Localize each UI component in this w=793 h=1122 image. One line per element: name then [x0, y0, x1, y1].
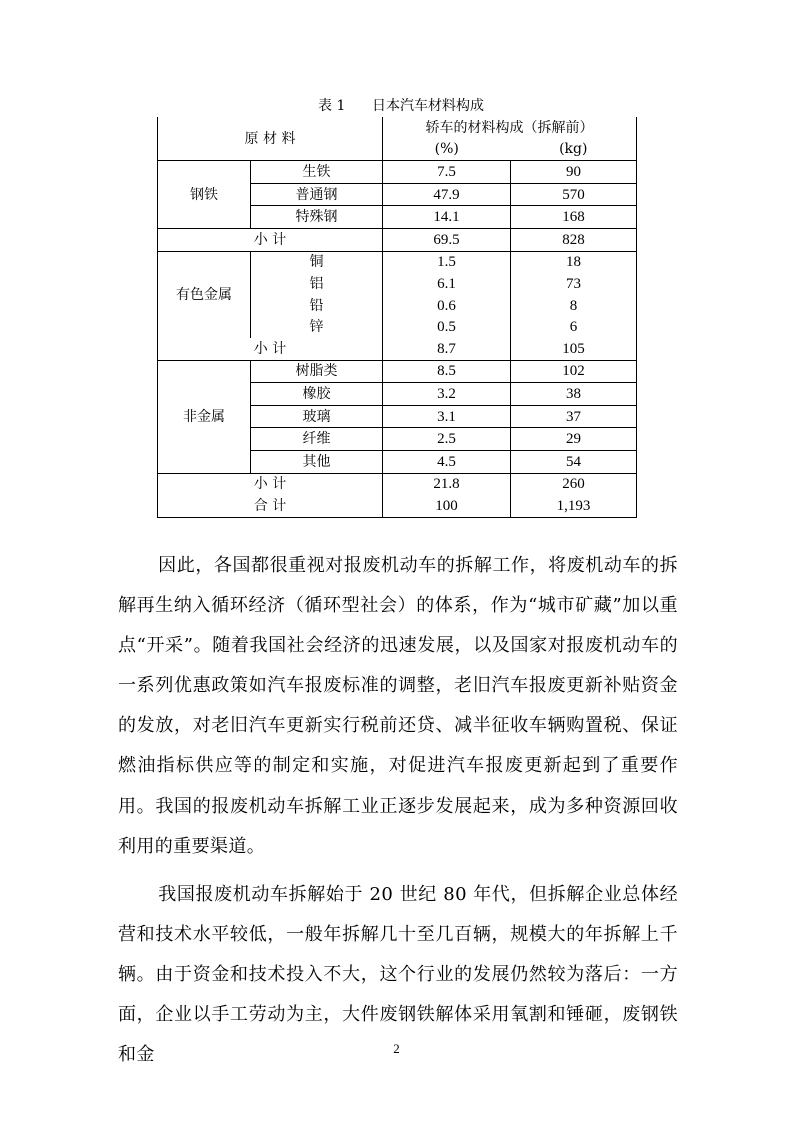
- subtotal-label: 小 计: [158, 338, 383, 360]
- material-name: 树脂类: [251, 360, 383, 383]
- header-percent-unit: (%): [383, 139, 511, 161]
- kg-value: 6: [511, 316, 637, 338]
- material-name: 特殊钢: [251, 206, 383, 229]
- subtotal-kg: 105: [511, 338, 637, 360]
- group-name: 钢铁: [158, 161, 251, 229]
- material-name: 锌: [251, 316, 383, 338]
- subtotal-percent: 69.5: [383, 228, 511, 251]
- header-material: 原 材 料: [158, 117, 383, 161]
- material-name: 铜: [251, 251, 383, 273]
- total-kg: 1,193: [511, 495, 637, 517]
- material-name: 玻璃: [251, 405, 383, 428]
- subtotal-label: 小 计: [158, 473, 383, 495]
- paragraph-text: 我国报废机动车拆解始于 20 世纪 80 年代，但拆解企业总体经营和技术水平较低，一般年拆解几十至几百辆，规模大的年拆解上千辆。由于资金和技术投入不大，这个行业的发展仍然较为落后：一方面，企业以手工劳动为主，大件废钢铁解体采用氧割和锤砸，废钢铁和金: [118, 884, 678, 1066]
- percent-value: 3.1: [383, 405, 511, 428]
- percent-value: 7.5: [383, 161, 511, 184]
- total-label: 合 计: [158, 495, 383, 517]
- percent-value: 0.6: [383, 295, 511, 317]
- percent-value: 6.1: [383, 273, 511, 295]
- group-name: 非金属: [158, 360, 251, 473]
- header-composition: 轿车的材料构成（拆解前）: [383, 117, 637, 139]
- paragraph-text: 因此，各国都很重视对报废机动车的拆解工作，将废机动车的拆解再生纳入循环经济（循环型社会）的体系，作为“城市矿藏”加以重点“开采”。随着我国社会经济的迅速发展，以及国家对报废机动车的一系列优惠政策如汽车报废标准的调整，老旧汽车报废更新补贴资金的发放，对老旧汽车更新实行税前还贷、减半征收车辆购置税、保证燃油指标供应等的制定和实施，对促进汽车报废更新起到了重要作用。我国的报废机动车拆解工业正逐步发展起来，成为多种资源回收利用的重要渠道。: [118, 555, 678, 857]
- table-caption: 表 1 日本汽车材料构成: [318, 98, 485, 114]
- subtotal-percent: 8.7: [383, 338, 511, 360]
- kg-value: 37: [511, 405, 637, 428]
- kg-value: 102: [511, 360, 637, 383]
- group-name: 有色金属: [158, 251, 251, 338]
- percent-value: 4.5: [383, 450, 511, 473]
- table-row: [158, 251, 637, 273]
- kg-value: 168: [511, 206, 637, 229]
- percent-value: 3.2: [383, 383, 511, 406]
- kg-value: 570: [511, 183, 637, 206]
- material-name: 铝: [251, 273, 383, 295]
- subtotal-percent: 21.8: [383, 473, 511, 495]
- kg-value: 90: [511, 161, 637, 184]
- page-number: 2: [393, 1041, 400, 1056]
- total-percent: 100: [383, 495, 511, 517]
- material-name: 其他: [251, 450, 383, 473]
- percent-value: 0.5: [383, 316, 511, 338]
- subtotal-row: [158, 228, 637, 251]
- percent-value: 1.5: [383, 251, 511, 273]
- material-name: 生铁: [251, 161, 383, 184]
- material-name: 铅: [251, 295, 383, 317]
- kg-value: 73: [511, 273, 637, 295]
- percent-value: 8.5: [383, 360, 511, 383]
- table-header-row: [158, 117, 637, 139]
- percent-value: 14.1: [383, 206, 511, 229]
- kg-value: 29: [511, 428, 637, 451]
- subtotal-row: [158, 338, 637, 360]
- header-kg-unit: (kg): [511, 139, 637, 161]
- total-row: [158, 495, 637, 517]
- table-row: [158, 360, 637, 383]
- kg-value: 54: [511, 450, 637, 473]
- percent-value: 2.5: [383, 428, 511, 451]
- material-name: 普通钢: [251, 183, 383, 206]
- kg-value: 8: [511, 295, 637, 317]
- percent-value: 47.9: [383, 183, 511, 206]
- material-name: 橡胶: [251, 383, 383, 406]
- material-name: 纤维: [251, 428, 383, 451]
- kg-value: 18: [511, 251, 637, 273]
- subtotal-label: 小 计: [158, 228, 383, 251]
- kg-value: 38: [511, 383, 637, 406]
- table-row: [158, 161, 637, 184]
- material-composition-table: [157, 117, 637, 518]
- body-paragraph: [118, 546, 678, 867]
- subtotal-kg: 828: [511, 228, 637, 251]
- subtotal-kg: 260: [511, 473, 637, 495]
- subtotal-row: [158, 473, 637, 495]
